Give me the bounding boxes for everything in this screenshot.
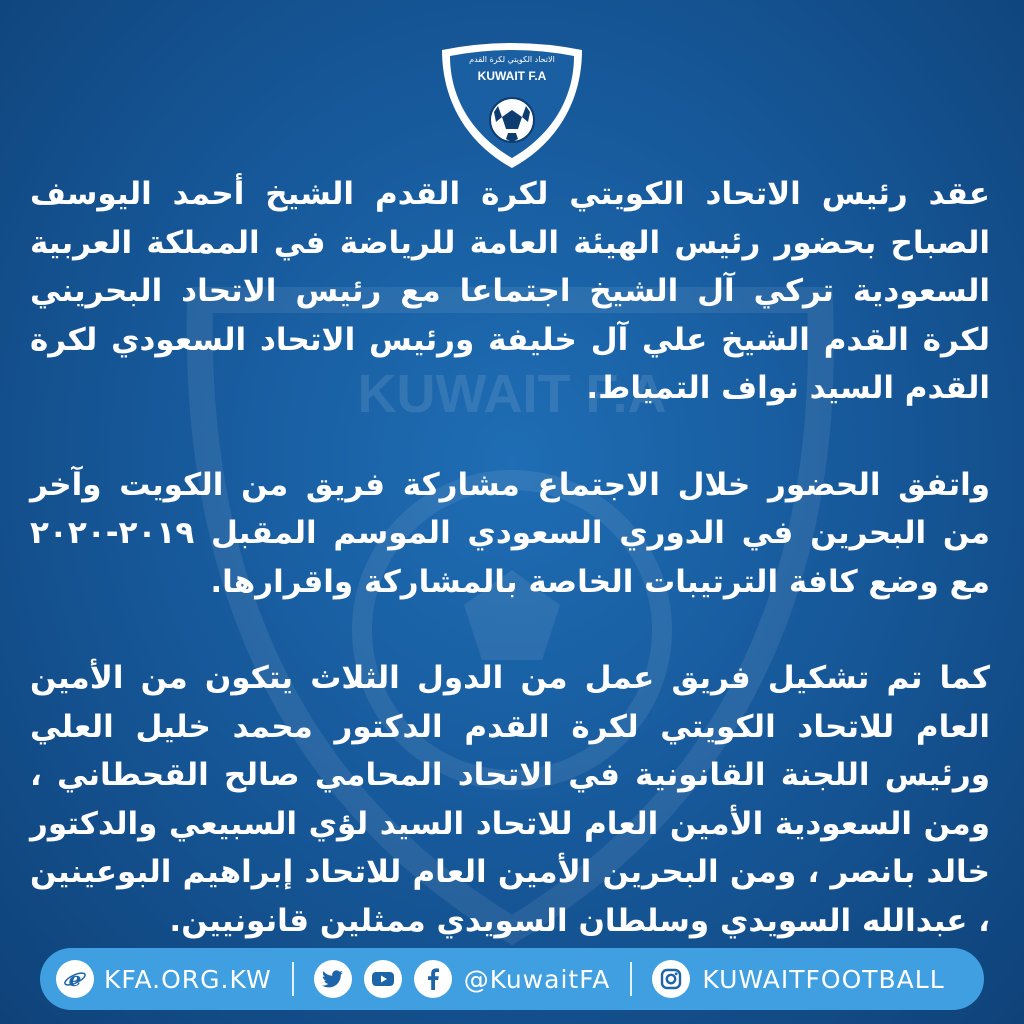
web-globe-icon — [56, 960, 94, 998]
paragraph-2: واتفق الحضور خلال الاجتماع مشاركة فريق من الكويت وآخر من البحرين في الدوري السعودي الموسم المقبل ٢٠١٩-٢٠٢٠ مع وضع كافة الترتيبات الخاصة بالمشاركة واقرارها. — [30, 466, 990, 600]
social-links — [314, 960, 611, 998]
kuwait-fa-logo — [436, 40, 588, 172]
soccer-ball-icon — [490, 98, 534, 142]
footer-divider — [630, 962, 632, 996]
twitter-handle-text: @KuwaitFA — [463, 964, 611, 994]
footer-social-bar — [40, 948, 984, 1010]
instagram-text: KUWAITFOOTBALL — [702, 964, 945, 994]
paragraph-1: عقد رئيس الاتحاد الكويتي لكرة القدم الشيخ أحمد اليوسف الصباح بحضور رئيس الهيئة العامة للرياضة في المملكة العربية السعودية تركي آل الشيخ اجتماعا مع رئيس الاتحاد البحريني لكرة القدم الشيخ علي آل خليفة ورئيس الاتحاد السعودي لكرة القدم السيد نواف التمياط. — [30, 176, 990, 406]
svg-text:e: e — [68, 967, 82, 991]
website-text: KFA.ORG.KW — [104, 964, 272, 994]
website-link[interactable] — [56, 960, 272, 998]
logo-name: KUWAIT F.A — [477, 69, 547, 83]
article-body — [30, 170, 990, 993]
youtube-icon[interactable] — [364, 960, 402, 998]
instagram-link[interactable] — [652, 960, 944, 998]
logo-arabic-text: الاتحاد الكويتي لكرة القدم — [469, 55, 555, 64]
twitter-icon[interactable] — [314, 960, 352, 998]
facebook-icon[interactable] — [414, 960, 452, 998]
instagram-icon — [652, 960, 690, 998]
paragraph-3: كما تم تشكيل فريق عمل من الدول الثلاث يتكون من الأمين العام للاتحاد الكويتي لكرة القدم الدكتور محمد خليل العلي ورئيس اللجنة القانونية في الاتحاد المحامي صالح القحطاني ، ومن السعودية الأمين العام للاتحاد السيد لؤي السبيعي والدكتور خالد بانصر ، ومن البحرين الأمين العام للاتحاد إبراهيم البوعينين ، عبدالله السويدي وسلطان السويدي ممثلين قانونيين. — [30, 660, 990, 939]
watermark-text: KUWAIT F.A — [357, 364, 667, 424]
footer-divider — [292, 962, 294, 996]
